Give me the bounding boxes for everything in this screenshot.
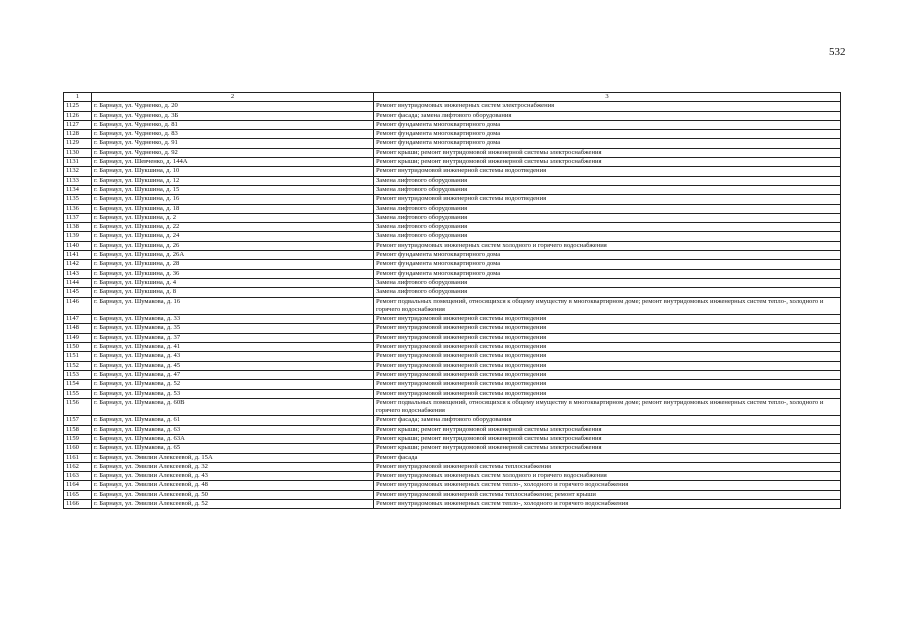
row-number-cell: 1132	[64, 167, 92, 176]
work-type-cell: Ремонт внутридомовой инженерной системы водоотведения	[374, 333, 841, 342]
address-cell: г. Барнаул, ул. Шукшина, д. 18	[92, 204, 374, 213]
table-row	[64, 434, 841, 443]
row-number-cell: 1136	[64, 204, 92, 213]
table-row	[64, 389, 841, 398]
row-number-cell: 1154	[64, 380, 92, 389]
address-cell: г. Барнаул, ул. Шумакова, д. 60В	[92, 398, 374, 416]
row-number-cell: 1158	[64, 425, 92, 434]
work-type-cell: Ремонт фундамента многоквартирного дома	[374, 120, 841, 129]
work-type-cell: Ремонт внутридомовой инженерной системы водоотведения	[374, 195, 841, 204]
address-cell: г. Барнаул, ул. Шукшина, д. 16	[92, 195, 374, 204]
address-cell: г. Барнаул, ул. Шукшина, д. 26	[92, 241, 374, 250]
table-row	[64, 102, 841, 111]
table-row	[64, 223, 841, 232]
table-row	[64, 139, 841, 148]
table-row	[64, 361, 841, 370]
row-number-cell: 1127	[64, 120, 92, 129]
address-cell: г. Барнаул, ул. Эмилии Алексеевой, д. 15А	[92, 453, 374, 462]
work-type-cell: Ремонт крыши; ремонт внутридомовой инженерной системы электроснабжения	[374, 148, 841, 157]
table-row	[64, 462, 841, 471]
work-type-cell: Замена лифтового оборудования	[374, 204, 841, 213]
table-row	[64, 481, 841, 490]
row-number-cell: 1141	[64, 251, 92, 260]
row-number-cell: 1145	[64, 288, 92, 297]
address-cell: г. Барнаул, ул. Эмилии Алексеевой, д. 43	[92, 472, 374, 481]
work-type-cell: Ремонт внутридомовых инженерных систем холодного и горячего водоснабжения	[374, 472, 841, 481]
row-number-cell: 1161	[64, 453, 92, 462]
row-number-cell: 1139	[64, 232, 92, 241]
work-type-cell: Замена лифтового оборудования	[374, 288, 841, 297]
row-number-cell: 1142	[64, 260, 92, 269]
table-row	[64, 288, 841, 297]
row-number-cell: 1131	[64, 158, 92, 167]
row-number-cell: 1137	[64, 213, 92, 222]
address-cell: г. Барнаул, ул. Шумакова, д. 41	[92, 343, 374, 352]
address-cell: г. Барнаул, ул. Шукшина, д. 15	[92, 185, 374, 194]
address-cell: г. Барнаул, ул. Шумакова, д. 37	[92, 333, 374, 342]
table-row	[64, 278, 841, 287]
address-cell: г. Барнаул, ул. Шумакова, д. 33	[92, 315, 374, 324]
table-row	[64, 176, 841, 185]
work-type-cell: Замена лифтового оборудования	[374, 223, 841, 232]
row-number-cell: 1153	[64, 370, 92, 379]
work-type-cell: Ремонт внутридомовой инженерной системы водоотведения	[374, 315, 841, 324]
table-row	[64, 260, 841, 269]
table-row	[64, 370, 841, 379]
address-cell: г. Барнаул, ул. Чудненко, д. 92	[92, 148, 374, 157]
table-row	[64, 416, 841, 425]
address-cell: г. Барнаул, ул. Шукшина, д. 2	[92, 213, 374, 222]
address-cell: г. Барнаул, ул. Шумакова, д. 52	[92, 380, 374, 389]
row-number-cell: 1166	[64, 500, 92, 509]
work-type-cell: Ремонт внутридомовой инженерной системы водоотведения	[374, 370, 841, 379]
address-cell: г. Барнаул, ул. Шукшина, д. 8	[92, 288, 374, 297]
table-row	[64, 398, 841, 416]
row-number-cell: 1163	[64, 472, 92, 481]
row-number-cell: 1164	[64, 481, 92, 490]
address-cell: г. Барнаул, ул. Шумакова, д. 53	[92, 389, 374, 398]
table-row	[64, 315, 841, 324]
row-number-cell: 1146	[64, 297, 92, 315]
work-type-cell: Ремонт фасада; замена лифтового оборудования	[374, 416, 841, 425]
work-type-cell: Замена лифтового оборудования	[374, 232, 841, 241]
work-type-cell: Ремонт внутридомовой инженерной системы водоотведения	[374, 343, 841, 352]
table-row	[64, 167, 841, 176]
work-type-cell: Ремонт внутридомовой инженерной системы водоотведения	[374, 380, 841, 389]
table-row	[64, 490, 841, 499]
row-number-cell: 1134	[64, 185, 92, 194]
work-type-cell: Ремонт подвальных помещений, относящихся к общему имуществу в многоквартирном доме; ремонт внутридомовых инженерных систем тепло-, холодного и горячего водоснабжения	[374, 398, 841, 416]
table-row	[64, 472, 841, 481]
work-type-cell: Ремонт фундамента многоквартирного дома	[374, 260, 841, 269]
table-row	[64, 195, 841, 204]
row-number-cell: 1160	[64, 444, 92, 453]
address-cell: г. Барнаул, ул. Эмилии Алексеевой, д. 52	[92, 500, 374, 509]
work-type-cell: Ремонт внутридомовых инженерных систем тепло-, холодного и горячего водоснабжения	[374, 481, 841, 490]
work-type-cell: Ремонт внутридомовых инженерных систем электроснабжения	[374, 102, 841, 111]
work-type-cell: Ремонт крыши; ремонт внутридомовой инженерной системы электроснабжения	[374, 434, 841, 443]
table-row	[64, 333, 841, 342]
row-number-cell: 1159	[64, 434, 92, 443]
work-type-cell: Ремонт фасада; замена лифтового оборудования	[374, 111, 841, 120]
work-type-cell: Ремонт крыши; ремонт внутридомовой инженерной системы электроснабжения	[374, 425, 841, 434]
repair-registry-table	[63, 92, 841, 509]
column-header-number: 1	[64, 93, 92, 102]
address-cell: г. Барнаул, ул. Шевченко, д. 144А	[92, 158, 374, 167]
row-number-cell: 1125	[64, 102, 92, 111]
address-cell: г. Барнаул, ул. Шукшина, д. 4	[92, 278, 374, 287]
table-body	[64, 93, 841, 509]
table-row	[64, 130, 841, 139]
address-cell: г. Барнаул, ул. Эмилии Алексеевой, д. 48	[92, 481, 374, 490]
row-number-cell: 1165	[64, 490, 92, 499]
address-cell: г. Барнаул, ул. Шукшина, д. 24	[92, 232, 374, 241]
work-type-cell: Ремонт внутридомовой инженерной системы водоотведения	[374, 352, 841, 361]
address-cell: г. Барнаул, ул. Шумакова, д. 43	[92, 352, 374, 361]
row-number-cell: 1130	[64, 148, 92, 157]
work-type-cell: Ремонт фундамента многоквартирного дома	[374, 139, 841, 148]
address-cell: г. Барнаул, ул. Шукшина, д. 22	[92, 223, 374, 232]
address-cell: г. Барнаул, ул. Шумакова, д. 65	[92, 444, 374, 453]
table-row	[64, 269, 841, 278]
work-type-cell: Замена лифтового оборудования	[374, 176, 841, 185]
address-cell: г. Барнаул, ул. Эмилии Алексеевой, д. 50	[92, 490, 374, 499]
work-type-cell: Ремонт внутридомовой инженерной системы теплоснабжения	[374, 462, 841, 471]
row-number-cell: 1143	[64, 269, 92, 278]
table-row	[64, 232, 841, 241]
table-row	[64, 352, 841, 361]
work-type-cell: Ремонт фундамента многоквартирного дома	[374, 130, 841, 139]
row-number-cell: 1129	[64, 139, 92, 148]
address-cell: г. Барнаул, ул. Шукшина, д. 36	[92, 269, 374, 278]
address-cell: г. Барнаул, ул. Эмилии Алексеевой, д. 32	[92, 462, 374, 471]
table-row	[64, 213, 841, 222]
row-number-cell: 1152	[64, 361, 92, 370]
work-type-cell: Ремонт внутридомовых инженерных систем тепло-, холодного и горячего водоснабжения	[374, 500, 841, 509]
address-cell: г. Барнаул, ул. Чудненко, д. 3Б	[92, 111, 374, 120]
table-row	[64, 380, 841, 389]
address-cell: г. Барнаул, ул. Шумакова, д. 35	[92, 324, 374, 333]
table-row	[64, 297, 841, 315]
work-type-cell: Ремонт внутридомовой инженерной системы водоотведения	[374, 361, 841, 370]
address-cell: г. Барнаул, ул. Шукшина, д. 26А	[92, 251, 374, 260]
work-type-cell: Замена лифтового оборудования	[374, 278, 841, 287]
row-number-cell: 1135	[64, 195, 92, 204]
table-header-row	[64, 93, 841, 102]
work-type-cell: Ремонт фасада	[374, 453, 841, 462]
table-row	[64, 148, 841, 157]
row-number-cell: 1150	[64, 343, 92, 352]
address-cell: г. Барнаул, ул. Чудненко, д. 83	[92, 130, 374, 139]
work-type-cell: Ремонт крыши; ремонт внутридомовой инженерной системы электроснабжения	[374, 444, 841, 453]
table-row	[64, 425, 841, 434]
table-row	[64, 324, 841, 333]
row-number-cell: 1148	[64, 324, 92, 333]
row-number-cell: 1157	[64, 416, 92, 425]
table-row	[64, 343, 841, 352]
work-type-cell: Ремонт внутридомовой инженерной системы водоотведения	[374, 167, 841, 176]
row-number-cell: 1162	[64, 462, 92, 471]
row-number-cell: 1128	[64, 130, 92, 139]
column-header-work-type: 3	[374, 93, 841, 102]
address-cell: г. Барнаул, ул. Шумакова, д. 61	[92, 416, 374, 425]
row-number-cell: 1149	[64, 333, 92, 342]
work-type-cell: Замена лифтового оборудования	[374, 185, 841, 194]
row-number-cell: 1155	[64, 389, 92, 398]
work-type-cell: Ремонт фундамента многоквартирного дома	[374, 251, 841, 260]
address-cell: г. Барнаул, ул. Шумакова, д. 45	[92, 361, 374, 370]
work-type-cell: Ремонт фундамента многоквартирного дома	[374, 269, 841, 278]
work-type-cell: Ремонт подвальных помещений, относящихся к общему имуществу в многоквартирном доме; ремонт внутридомовых инженерных систем тепло-, холодного и горячего водоснабжения	[374, 297, 841, 315]
row-number-cell: 1138	[64, 223, 92, 232]
address-cell: г. Барнаул, ул. Чудненко, д. 81	[92, 120, 374, 129]
column-header-address: 2	[92, 93, 374, 102]
address-cell: г. Барнаул, ул. Шумакова, д. 47	[92, 370, 374, 379]
row-number-cell: 1140	[64, 241, 92, 250]
address-cell: г. Барнаул, ул. Шукшина, д. 12	[92, 176, 374, 185]
table-row	[64, 444, 841, 453]
table-row	[64, 120, 841, 129]
work-type-cell: Ремонт крыши; ремонт внутридомовой инженерной системы электроснабжения	[374, 158, 841, 167]
address-cell: г. Барнаул, ул. Шукшина, д. 10	[92, 167, 374, 176]
table-row	[64, 111, 841, 120]
table-row	[64, 251, 841, 260]
work-type-cell: Ремонт внутридомовой инженерной системы водоотведения	[374, 389, 841, 398]
row-number-cell: 1156	[64, 398, 92, 416]
address-cell: г. Барнаул, ул. Чудненко, д. 91	[92, 139, 374, 148]
work-type-cell: Ремонт внутридомовой инженерной системы теплоснабжения; ремонт крыши	[374, 490, 841, 499]
work-type-cell: Замена лифтового оборудования	[374, 213, 841, 222]
table-row	[64, 204, 841, 213]
row-number-cell: 1151	[64, 352, 92, 361]
table-row	[64, 500, 841, 509]
page-number: 532	[829, 46, 846, 58]
table-row	[64, 453, 841, 462]
table-row	[64, 185, 841, 194]
work-type-cell: Ремонт внутридомовой инженерной системы водоотведения	[374, 324, 841, 333]
address-cell: г. Барнаул, ул. Шумакова, д. 63	[92, 425, 374, 434]
address-cell: г. Барнаул, ул. Шукшина, д. 28	[92, 260, 374, 269]
table-row	[64, 241, 841, 250]
row-number-cell: 1144	[64, 278, 92, 287]
row-number-cell: 1133	[64, 176, 92, 185]
address-cell: г. Барнаул, ул. Чудненко, д. 20	[92, 102, 374, 111]
table-row	[64, 158, 841, 167]
row-number-cell: 1126	[64, 111, 92, 120]
row-number-cell: 1147	[64, 315, 92, 324]
address-cell: г. Барнаул, ул. Шумакова, д. 63А	[92, 434, 374, 443]
work-type-cell: Ремонт внутридомовых инженерных систем холодного и горячего водоснабжения	[374, 241, 841, 250]
address-cell: г. Барнаул, ул. Шумакова, д. 16	[92, 297, 374, 315]
